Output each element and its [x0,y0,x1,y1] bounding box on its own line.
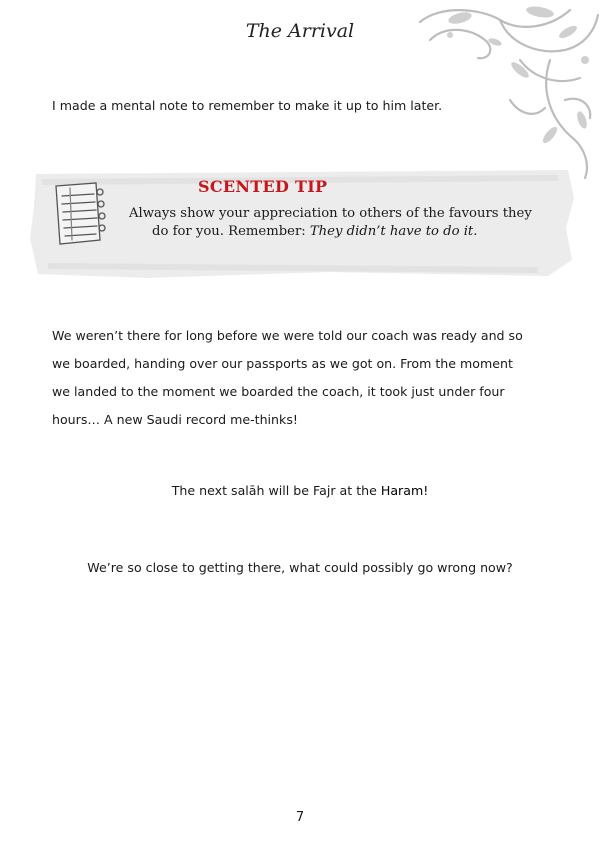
tip-text-line-1: Always show your appreciation to others of the favours they [129,206,532,221]
paragraph-coach [52,322,557,434]
tip-heading: SCENTED TIP [198,177,328,196]
running-header-title: The Arrival [245,20,355,42]
haram-text: Haram! [380,483,429,498]
salah-text: The next salāh will be Fajr at the [171,483,381,498]
scented-tip-box [28,168,576,280]
paragraph-mental-note: I made a mental note to remember to make it up to him later. [52,98,443,113]
notebook-icon [50,178,110,248]
centered-line-question: We’re so close to getting there, what could possibly go wrong now? [87,560,513,575]
tip-text-line-2 [152,224,477,239]
page-number: 7 [295,810,305,825]
paragraph-coach-line-3: we landed to the moment we boarded the coach, it took just under four [52,384,505,399]
tip-text-prefix: do for you. Remember: [152,224,310,239]
paragraph-coach-line-4: hours… A new Saudi record me-thinks! [52,412,298,427]
centered-line-salah [0,483,600,498]
paragraph-coach-line-1: We weren’t there for long before we were told our coach was ready and so [52,328,523,343]
tip-text-emphasis: They didn’t have to do it. [309,224,478,239]
paragraph-coach-line-2: we boarded, handing over our passports as we got on. From the moment [52,356,513,371]
